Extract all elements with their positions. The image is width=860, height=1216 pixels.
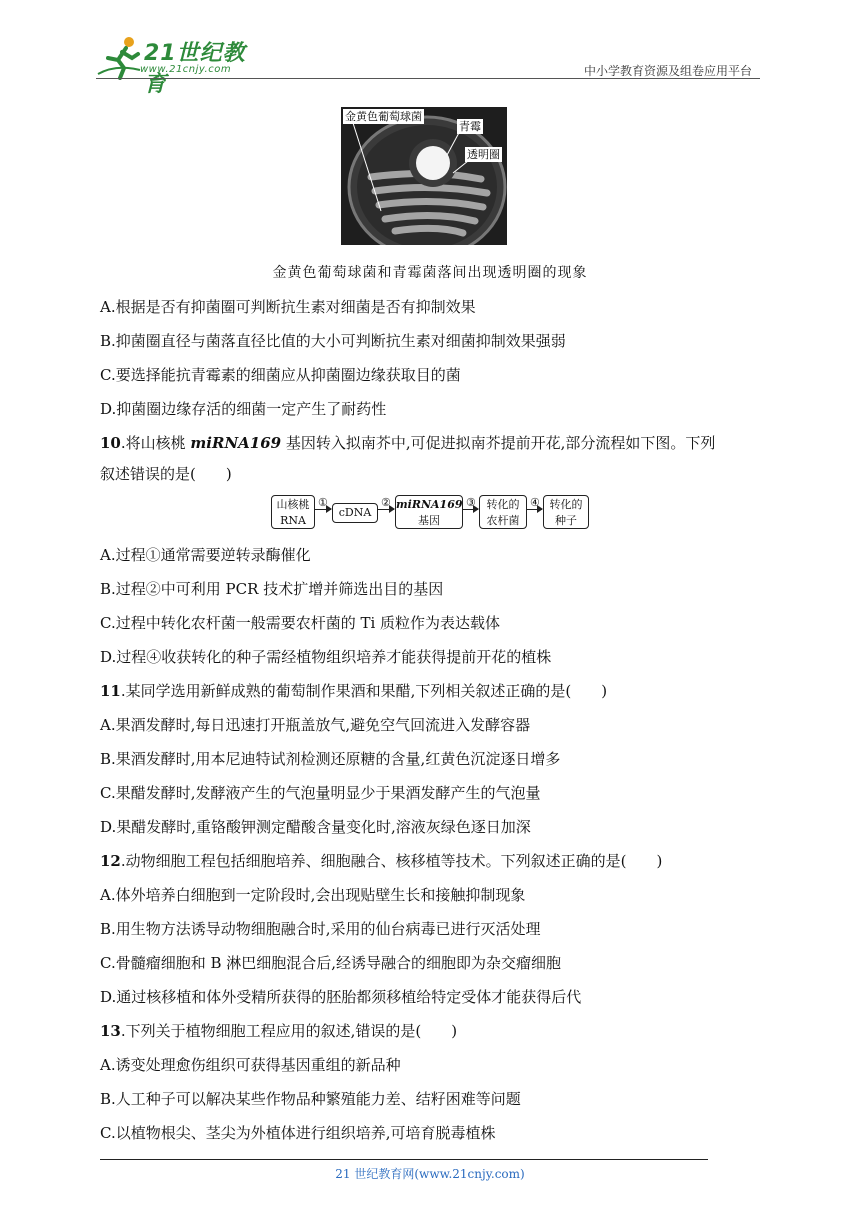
flow-box-gene-l2: 基因	[418, 514, 440, 527]
q10-stem-part2: 基因转入拟南芥中,可促进拟南芥提前开花,部分流程如下图。下列	[281, 434, 716, 452]
q12-number: 12	[100, 852, 121, 870]
flow-arrow-2	[378, 509, 394, 510]
flow-box-seed-l2: 种子	[555, 514, 577, 527]
page-header	[96, 34, 760, 97]
q11-option-d: D.果醋发酵时,重铬酸钾测定醋酸含量变化时,溶液灰绿色逐日加深	[100, 818, 531, 836]
flow-box-gene	[395, 495, 463, 529]
q13-number: 13	[100, 1022, 121, 1040]
q12-stem-text: .动物细胞工程包括细胞培养、细胞融合、核移植等技术。下列叙述正确的是( )	[120, 852, 663, 870]
flow-arrow-4	[527, 509, 542, 510]
q12-option-d: D.通过核移植和体外受精所获得的胚胎都须移植给特定受体才能获得后代	[100, 988, 582, 1006]
label-clear-zone: 透明圈	[467, 148, 500, 161]
flow-arrow-1	[315, 509, 331, 510]
header-platform-text: 中小学教育资源及组卷应用平台	[583, 64, 752, 78]
q13-option-a: A.诱变处理愈伤组织可获得基因重组的新品种	[100, 1056, 401, 1074]
q10-option-a: A.过程①通常需要逆转录酶催化	[100, 546, 311, 564]
q10-option-c: C.过程中转化农杆菌一般需要农杆菌的 Ti 质粒作为表达载体	[100, 614, 501, 632]
flow-step-3: ③	[466, 496, 476, 509]
flow-box-rna	[271, 495, 315, 529]
flow-box-gene-l1: miRNA169	[396, 498, 463, 511]
q13-stem	[100, 1021, 457, 1041]
q10-gene-name: miRNA169	[190, 434, 282, 452]
q11-stem-text: .某同学选用新鲜成熟的葡萄制作果酒和果醋,下列相关叙述正确的是( )	[120, 682, 608, 700]
q13-option-c: C.以植物根尖、茎尖为外植体进行组织培养,可培育脱毒植株	[100, 1124, 496, 1142]
q10-stem-part1: .将山核桃	[120, 434, 191, 452]
q9-option-a: A.根据是否有抑菌圈可判断抗生素对细菌是否有抑制效果	[100, 298, 476, 316]
logo	[96, 34, 266, 97]
flow-step-2: ②	[381, 496, 391, 509]
q10-option-b: B.过程②中可利用 PCR 技术扩增并筛选出目的基因	[100, 580, 444, 598]
flow-box-rna-l1: 山核桃	[276, 498, 310, 511]
q13-stem-text: .下列关于植物细胞工程应用的叙述,错误的是( )	[120, 1022, 458, 1040]
flow-box-agro-l2: 农杆菌	[486, 514, 520, 527]
flow-box-agrobacterium	[479, 495, 527, 529]
q10-option-d: D.过程④收获转化的种子需经植物组织培养才能获得提前开花的植株	[100, 648, 552, 666]
q13-option-b: B.人工种子可以解决某些作物品种繁殖能力差、结籽困难等问题	[100, 1090, 521, 1108]
q11-stem	[100, 681, 607, 701]
q11-number: 11	[100, 682, 121, 700]
q12-option-c: C.骨髓瘤细胞和 B 淋巴细胞混合后,经诱导融合的细胞即为杂交瘤细胞	[100, 954, 562, 972]
q10-flow-diagram	[271, 495, 591, 533]
label-penicillium: 青霉	[459, 120, 481, 133]
q9-option-b: B.抑菌圈直径与菌落直径比值的大小可判断抗生素对细菌抑制效果强弱	[100, 332, 566, 350]
q10-stem	[100, 433, 715, 453]
flow-arrow-3	[463, 509, 478, 510]
q10-number: 10	[100, 434, 121, 452]
footer-link[interactable]: 21 世纪教育网(www.21cnjy.com)	[335, 1167, 525, 1181]
q11-option-c: C.果醋发酵时,发酵液产生的气泡量明显少于果酒发酵产生的气泡量	[100, 784, 541, 802]
q9-option-d: D.抑菌圈边缘存活的细菌一定产生了耐药性	[100, 400, 387, 418]
q12-option-b: B.用生物方法诱导动物细胞融合时,采用的仙台病毒已进行灭活处理	[100, 920, 541, 938]
footer-divider	[100, 1159, 708, 1160]
q12-option-a: A.体外培养白细胞到一定阶段时,会出现贴壁生长和接触抑制现象	[100, 886, 526, 904]
logo-text: 21世纪教育	[144, 41, 246, 97]
q12-stem	[100, 851, 662, 871]
flow-box-seed-l1: 转化的	[549, 498, 583, 511]
q10-stem-line2: 叙述错误的是( )	[100, 465, 232, 483]
runner-logo-icon	[96, 34, 146, 80]
flow-box-cdna: cDNA	[332, 503, 378, 523]
flow-box-seed	[543, 495, 589, 529]
q11-option-b: B.果酒发酵时,用本尼迪特试剂检测还原糖的含量,红黄色沉淀逐日增多	[100, 750, 561, 768]
logo-url: www.21cnjy.com	[140, 64, 232, 75]
flow-step-4: ④	[530, 496, 540, 509]
petri-dish-figure	[341, 107, 507, 245]
q9-option-c: C.要选择能抗青霉素的细菌应从抑菌圈边缘获取目的菌	[100, 366, 461, 384]
q11-option-a: A.果酒发酵时,每日迅速打开瓶盖放气,避免空气回流进入发酵容器	[100, 716, 531, 734]
flow-box-rna-l2: RNA	[280, 514, 306, 527]
header-divider	[96, 78, 760, 79]
flow-box-agro-l1: 转化的	[486, 498, 520, 511]
figure-caption: 金黄色葡萄球菌和青霉菌落间出现透明圈的现象	[272, 265, 588, 281]
label-bacteria: 金黄色葡萄球菌	[345, 110, 422, 123]
flow-step-1: ①	[318, 496, 328, 509]
